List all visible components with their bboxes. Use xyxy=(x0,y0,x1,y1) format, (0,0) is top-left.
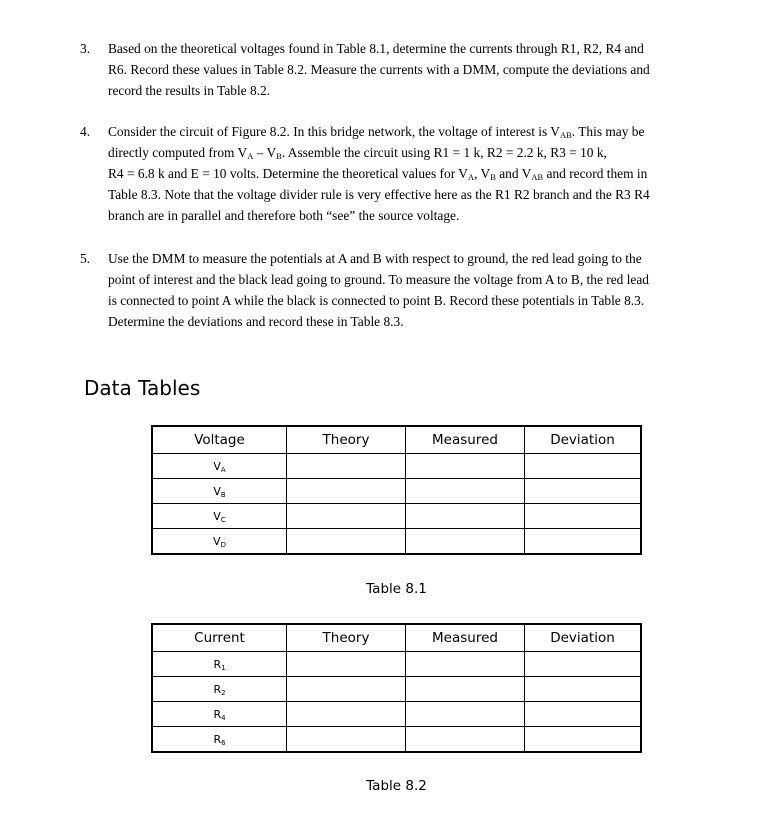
step-text-line: record the results in Table 8.2. xyxy=(108,83,271,98)
measured-cell[interactable] xyxy=(406,727,525,753)
table-row xyxy=(152,677,641,702)
theory-cell[interactable] xyxy=(287,652,406,677)
step-text-line: directly computed from $V_A - V_B$. Assemble the circuit using R1 = 1 k, R2 = 2.2 k, R3 = 10 k, xyxy=(108,145,607,161)
row-label: $R_4$ xyxy=(152,702,287,727)
column-header: Measured xyxy=(406,624,525,652)
table-row xyxy=(152,652,641,677)
row-label: $V_D$ xyxy=(152,529,287,555)
column-header: Theory xyxy=(287,624,406,652)
table-row xyxy=(152,479,641,504)
column-header: Deviation xyxy=(525,624,642,652)
row-label: $V_A$ xyxy=(152,454,287,479)
table-row xyxy=(152,454,641,479)
deviation-cell[interactable] xyxy=(525,702,642,727)
row-label: $R_1$ xyxy=(152,652,287,677)
deviation-cell[interactable] xyxy=(525,529,642,555)
step-text-line: Consider the circuit of Figure 8.2. In this bridge network, the voltage of interest is $V_{AB}$. This may be xyxy=(108,124,645,140)
theory-cell[interactable] xyxy=(287,677,406,702)
theory-cell[interactable] xyxy=(287,479,406,504)
theory-cell[interactable] xyxy=(287,454,406,479)
step-text-line: R6. Record these values in Table 8.2. Measure the currents with a DMM, compute the deviations and xyxy=(108,62,650,77)
measured-cell[interactable] xyxy=(406,504,525,529)
measured-cell[interactable] xyxy=(406,479,525,504)
column-header: Measured xyxy=(406,426,525,454)
step-text-line: point of interest and the black lead going to ground. To measure the voltage from A to B, the red lead xyxy=(108,272,649,287)
step-text-line: Based on the theoretical voltages found in Table 8.1, determine the currents through R1, R2, R4 and xyxy=(108,41,644,56)
row-label: $R_2$ xyxy=(152,677,287,702)
step-text-line: Table 8.3. Note that the voltage divider rule is very effective here as the R1 R2 branch and the R3 R4 xyxy=(108,187,650,202)
column-header: Theory xyxy=(287,426,406,454)
deviation-cell[interactable] xyxy=(525,652,642,677)
table-row xyxy=(152,504,641,529)
step-text-line: R4 = 6.8 k and E = 10 volts. Determine the theoretical values for $V_A$, $V_B$ and $V_{AB}$ and record them in xyxy=(108,166,648,182)
step-text-line: is connected to point A while the black is connected to point B. Record these potentials in Table 8.3. xyxy=(108,293,645,308)
deviation-cell[interactable] xyxy=(525,479,642,504)
measured-cell[interactable] xyxy=(406,652,525,677)
row-label: $V_C$ xyxy=(152,504,287,529)
deviation-cell[interactable] xyxy=(525,677,642,702)
measured-cell[interactable] xyxy=(406,677,525,702)
measured-cell[interactable] xyxy=(406,702,525,727)
column-header: Current xyxy=(152,624,287,652)
row-label: $R_6$ xyxy=(152,727,287,753)
deviation-cell[interactable] xyxy=(525,727,642,753)
table-header-row xyxy=(152,426,641,454)
column-header: Deviation xyxy=(525,426,642,454)
table-caption: Table 8.1 xyxy=(366,581,427,597)
column-header: Voltage xyxy=(152,426,287,454)
theory-cell[interactable] xyxy=(287,702,406,727)
data-tables-heading: Data Tables xyxy=(84,376,201,400)
table-row xyxy=(152,702,641,727)
deviation-cell[interactable] xyxy=(525,454,642,479)
measured-cell[interactable] xyxy=(406,454,525,479)
step-number: 5. xyxy=(80,251,91,266)
step-text-line: Use the DMM to measure the potentials at A and B with respect to ground, the red lead going to the xyxy=(108,251,642,266)
table-row xyxy=(152,529,641,555)
theory-cell[interactable] xyxy=(287,727,406,753)
current-table xyxy=(151,623,642,753)
step-number: 4. xyxy=(80,124,91,139)
measured-cell[interactable] xyxy=(406,529,525,555)
theory-cell[interactable] xyxy=(287,504,406,529)
table-caption: Table 8.2 xyxy=(366,778,427,794)
step-text-line: branch are in parallel and therefore both “see” the source voltage. xyxy=(108,208,460,223)
table-row xyxy=(152,727,641,753)
voltage-table xyxy=(151,425,642,555)
step-text-line: Determine the deviations and record these in Table 8.3. xyxy=(108,314,404,329)
row-label: $V_B$ xyxy=(152,479,287,504)
theory-cell[interactable] xyxy=(287,529,406,555)
deviation-cell[interactable] xyxy=(525,504,642,529)
table-header-row xyxy=(152,624,641,652)
step-number: 3. xyxy=(80,41,91,56)
